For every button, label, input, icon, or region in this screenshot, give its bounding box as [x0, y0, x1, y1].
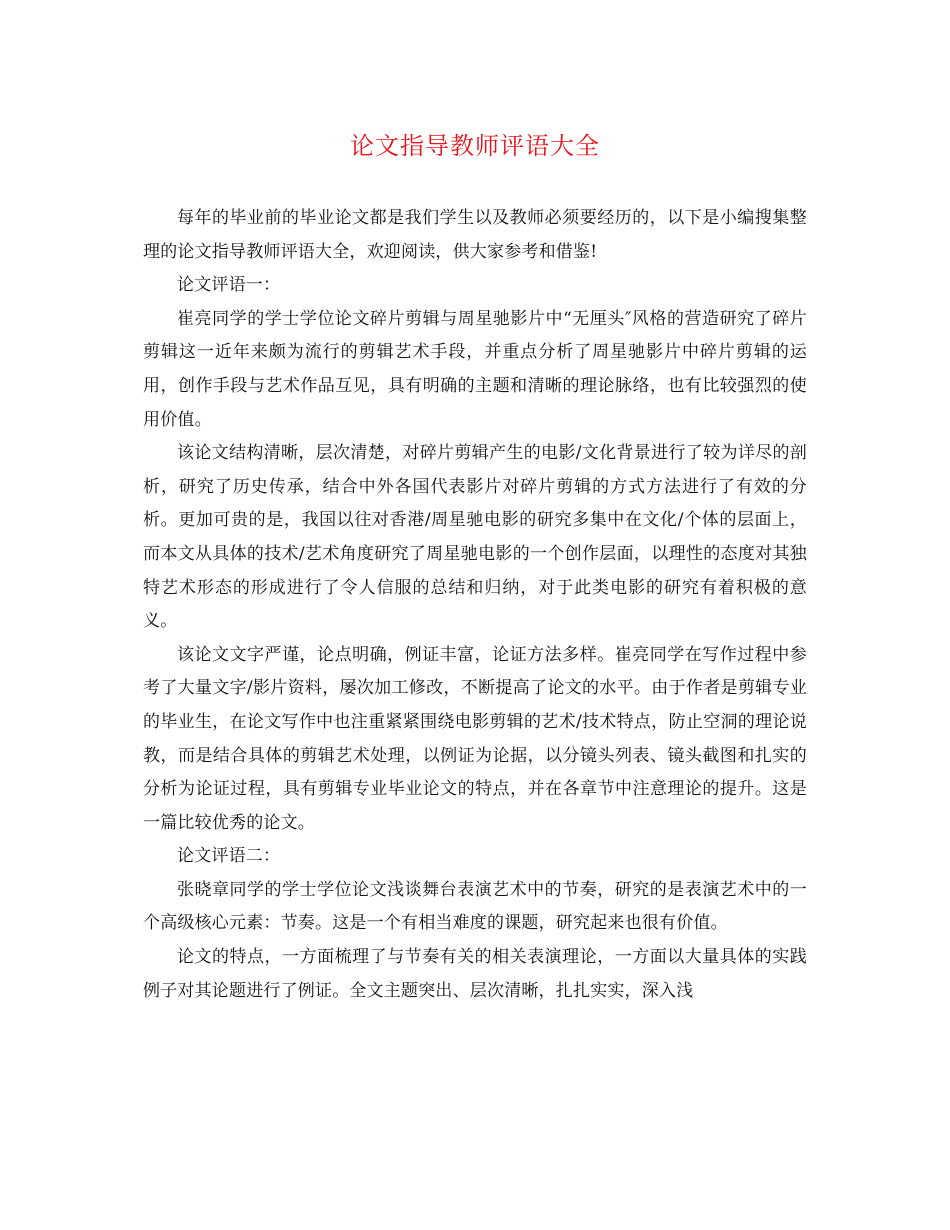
comment-1-paragraph-1: 崔亮同学的学士学位论文碎片剪辑与周星驰影片中“无厘头″风格的营造研究了碎片剪辑这一近年来颇为流行的剪辑艺术手段，并重点分析了周星驰影片中碎片剪辑的运用，创作手段与艺术作品互见，具有明确的主题和清晰的理论脉络，也有比较强烈的使用价值。 — [143, 308, 807, 430]
section-heading-comment-1: 论文评语一： — [177, 275, 281, 296]
section-heading-comment-2: 论文评语二： — [177, 846, 281, 867]
comment-2-paragraph-2: 论文的特点，一方面梳理了与节奏有关的相关表演理论，一方面以大量具体的实践例子对其论题进行了例证。全文主题突出、层次清晰，扎扎实实，深入浅 — [143, 947, 807, 1001]
comment-2-paragraph-1: 张晓章同学的学士学位论文浅谈舞台表演艺术中的节奏，研究的是表演艺术中的一个高级核心元素：节奏。这是一个有相当难度的课题，研究起来也很有价值。 — [143, 879, 807, 934]
document-title: 论文指导教师评语大全 — [350, 132, 600, 160]
comment-1-paragraph-3: 该论文文字严谨，论点明确，例证丰富，论证方法多样。崔亮同学在写作过程中参考了大量文字/影片资料，屡次加工修改，不断提高了论文的水平。由于作者是剪辑专业的毕业生，在论文写作中也注重紧紧围绕电影剪辑的艺术/技术特点，防止空洞的理论说教，而是结合具体的剪辑艺术处理，以例证为论据，以分镜头列表、镜头截图和扎实的分析为论证过程，具有剪辑专业毕业论文的特点，并在各章节中注意理论的提升。这是一篇比较优秀的论文。 — [143, 644, 807, 833]
intro-paragraph: 每年的毕业前的毕业论文都是我们学生以及教师必须要经历的，以下是小编搜集整理的论文指导教师评语大全，欢迎阅读，供大家参考和借鉴! — [143, 208, 807, 262]
comment-1-paragraph-2: 该论文结构清晰，层次清楚，对碎片剪辑产生的电影/文化背景进行了较为详尽的剖析，研究了历史传承，结合中外各国代表影片对碎片剪辑的方式方法进行了有效的分析。更加可贵的是，我国以往对香港/周星驰电影的研究多集中在文化/个体的层面上，而本文从具体的技术/艺术角度研究了周星驰电影的一个创作层面，以理性的态度对其独特艺术形态的形成进行了令人信服的总结和归纳，对于此类电影的研究有着积极的意义。 — [143, 443, 807, 632]
document-body — [143, 202, 807, 1008]
